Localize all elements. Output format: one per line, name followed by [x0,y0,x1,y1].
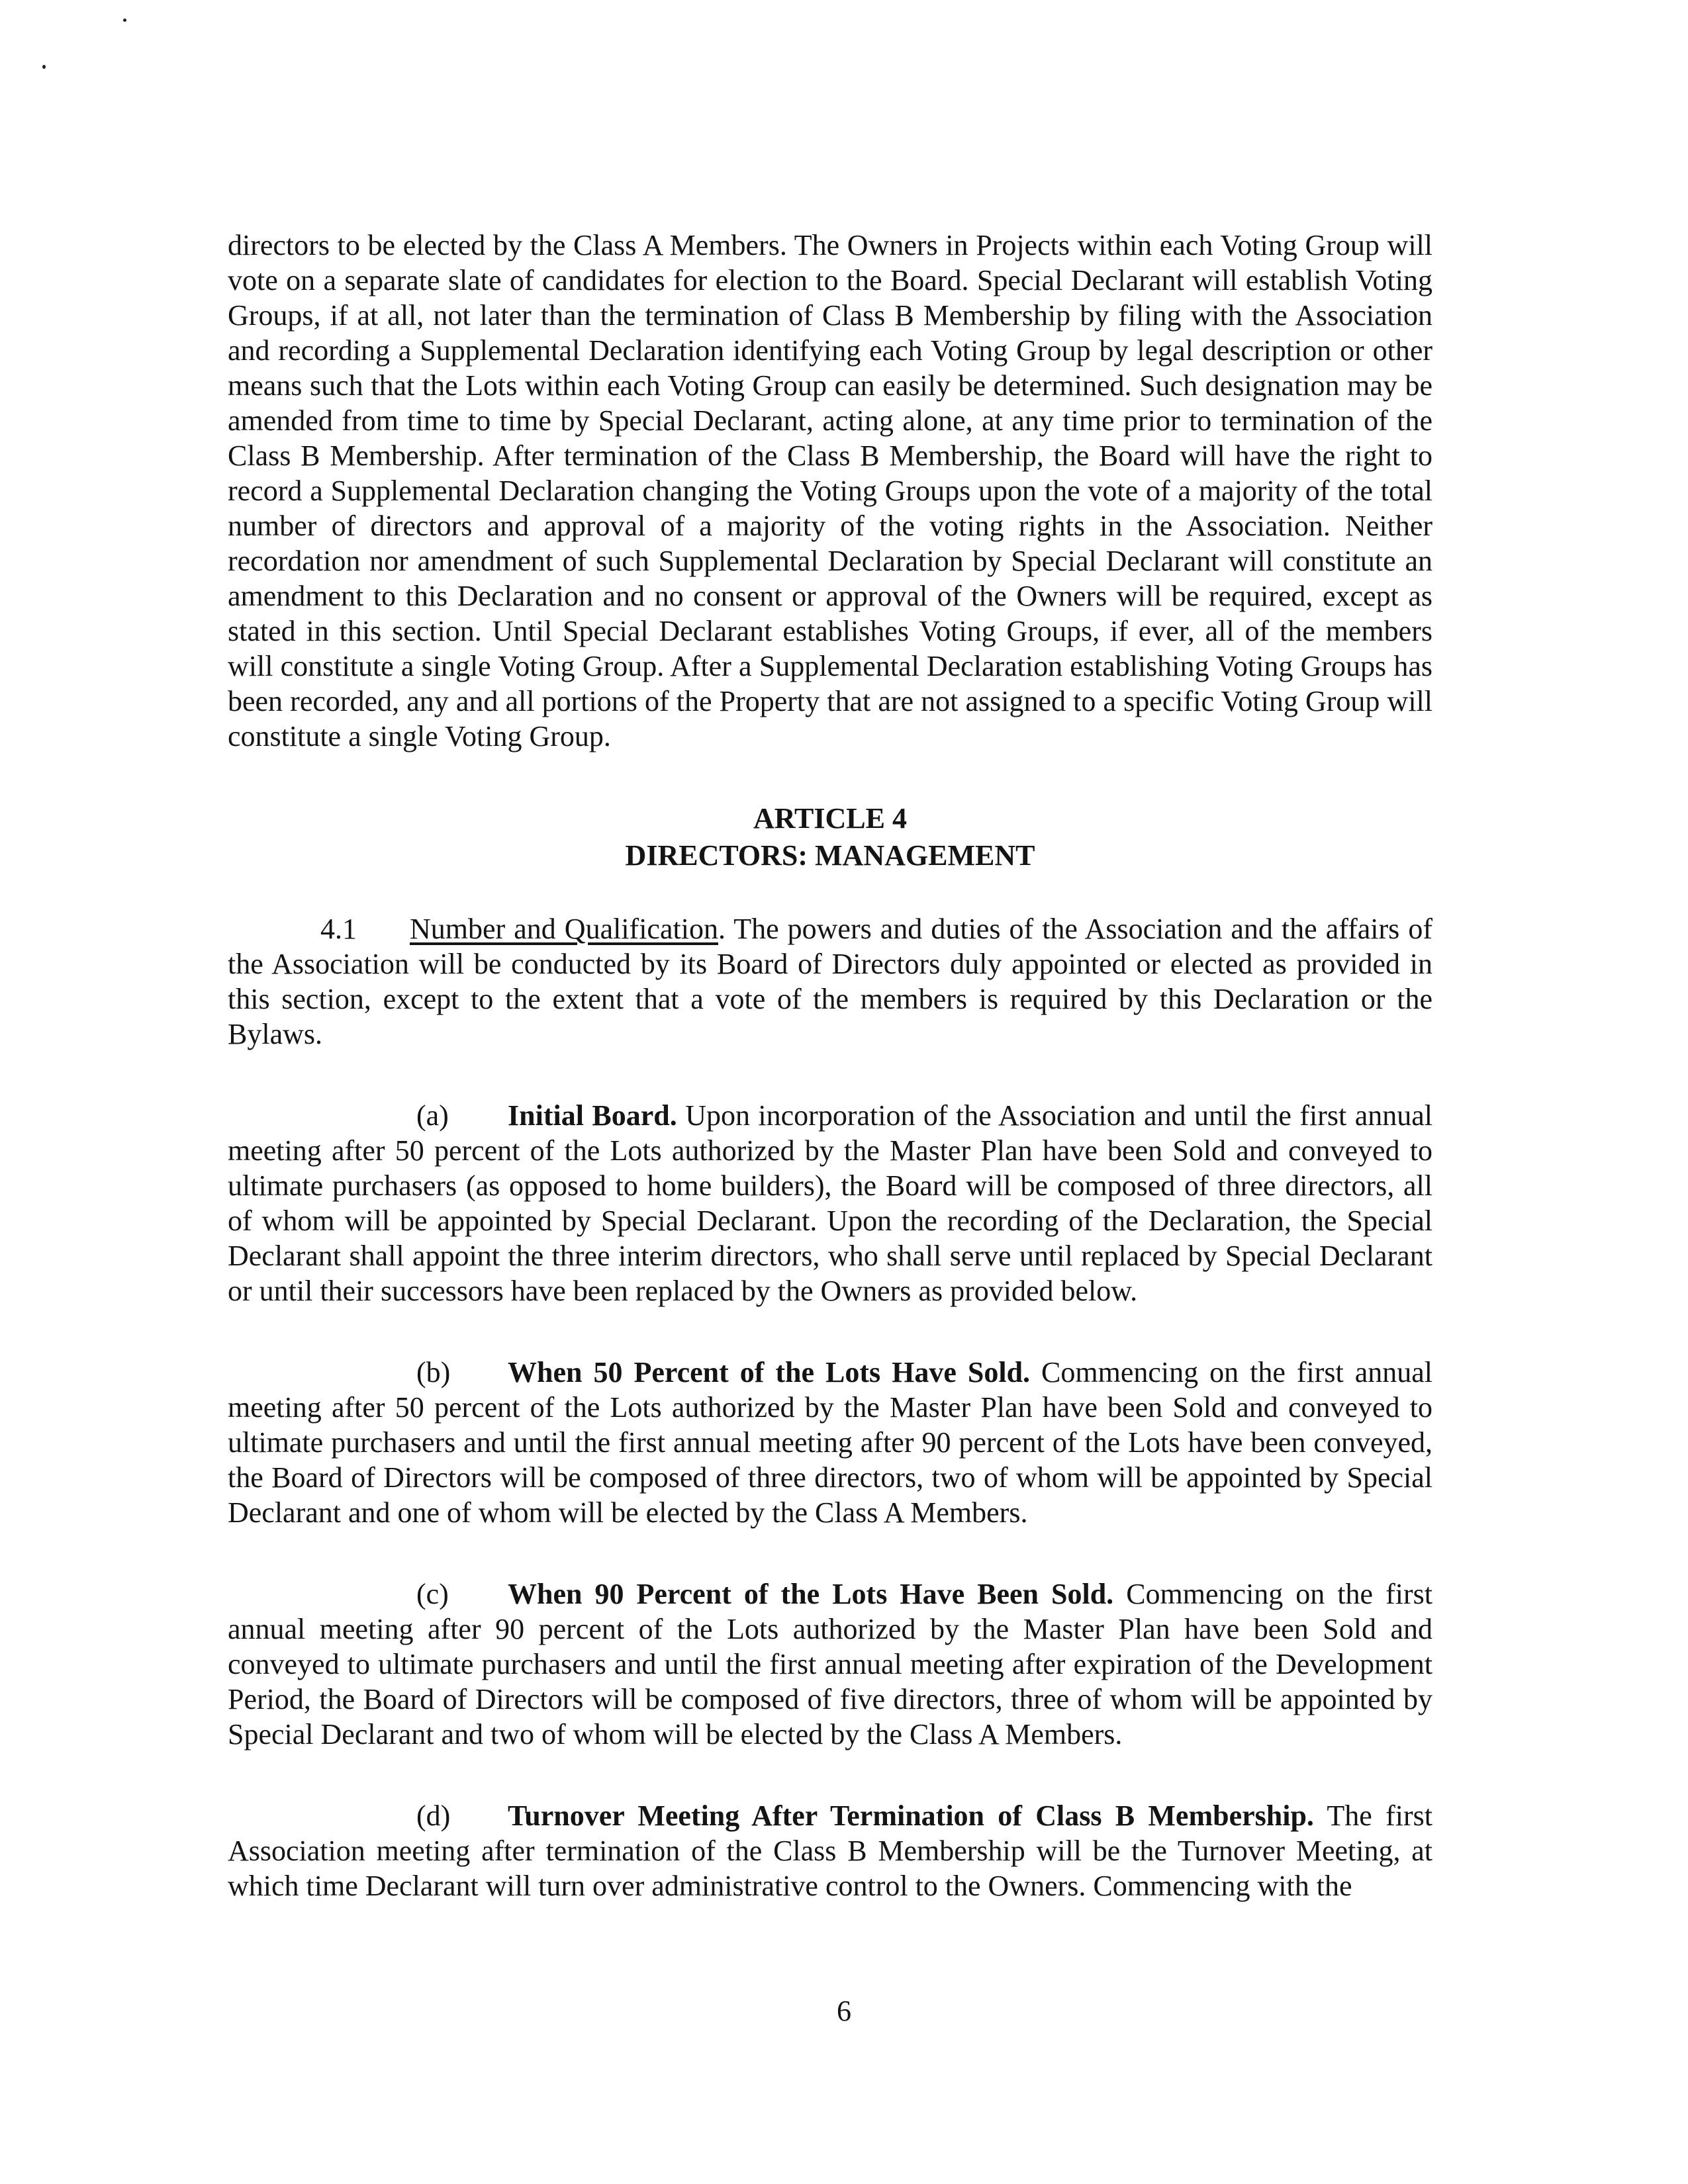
scan-speck [123,19,126,22]
section-caption: Number and Qualification [410,913,718,945]
subsection-c [228,1576,1432,1752]
subsection-caption: Turnover Meeting After Termination of Class B Membership. [508,1799,1314,1832]
subsection-a [228,1098,1432,1308]
intro-paragraph: directors to be elected by the Class A Members. The Owners in Projects within each Voting Group will vote on a separate slate of candidates for election to the Board. Special Declarant will establish Voting Groups, if at all, not later than the termination of Class B Membership by filing with the Association and recording a Supplemental Declaration identifying each Voting Group by legal description or other means such that the Lots within each Voting Group can easily be determined. Such designation may be amended from time to time by Special Declarant, acting alone, at any time prior to termination of the Class B Membership. After termination of the Class B Membership, the Board will have the right to record a Supplemental Declaration changing the Voting Groups upon the vote of a majority of the total number of directors and approval of a majority of the voting rights in the Association. Neither recordation nor amendment of such Supplemental Declaration by Special Declarant will constitute an amendment to this Declaration and no consent or approval of the Owners will be required, except as stated in this section. Until Special Declarant establishes Voting Groups, if ever, all of the members will constitute a single Voting Group. After a Supplemental Declaration establishing Voting Groups has been recorded, any and all portions of the Property that are not assigned to a specific Voting Group will constitute a single Voting Group. [228,229,1432,752]
article-title: DIRECTORS: MANAGEMENT [625,839,1035,872]
section-4-1 [228,911,1432,1052]
subsection-label: (d) [416,1799,451,1832]
page-number: 6 [837,1995,851,2027]
subsection-text: Commencing on the first annual meeting after 90 percent of the Lots authorized by the Master Plan have been Sold and conveyed to ultimate purchasers and until the first annual meeting after expiration of the Development Period, the Board of Directors will be composed of five directors, three of whom will be appointed by Special Declarant and two of whom will be elected by the Class A Members. [228,1578,1432,1751]
document-body [228,228,1432,1903]
subsection-text: Upon incorporation of the Association and until the first annual meeting after 50 percent of the Lots authorized by the Master Plan have been Sold and conveyed to ultimate purchasers (as opposed to home builders), the Board will be composed of three directors, all of whom will be appointed by Special Declarant. Upon the recording of the Declaration, the Special Declarant shall appoint the three interim directors, who shall serve until replaced by Special Declarant or until their successors have been replaced by the Owners as provided below. [228,1099,1432,1307]
article-heading [228,800,1432,874]
subsection-b [228,1355,1432,1530]
section-text: . The powers and duties of the Association and the affairs of the Association will be conducted by its Board of Directors duly appointed or elected as provided in this section, except to the extent that a vote of the members is required by this Declaration or the Bylaws. [228,913,1433,1050]
section-number: 4.1 [320,913,357,945]
scan-speck [42,65,46,69]
subsection-caption: Initial Board. [508,1099,677,1132]
article-number: ARTICLE 4 [753,802,907,835]
subsection-caption: When 50 Percent of the Lots Have Sold. [508,1356,1031,1388]
subsection-text: The first Association meeting after termination of the Class B Membership will be the Turnover Meeting, at which time Declarant will turn over administrative control to the Owners. Commencing with the [228,1799,1432,1902]
subsection-label: (c) [416,1578,449,1610]
subsection-text: Commencing on the first annual meeting after 50 percent of the Lots authorized by the Master Plan have been Sold and conveyed to ultimate purchasers and until the first annual meeting after 90 percent of the Lots have been conveyed, the Board of Directors will be composed of three directors, two of whom will be appointed by Special Declarant and one of whom will be elected by the Class A Members. [228,1356,1432,1529]
subsection-label: (a) [416,1099,449,1132]
subsection-label: (b) [416,1356,451,1388]
subsection-caption: When 90 Percent of the Lots Have Been Sold. [508,1578,1114,1610]
subsection-d [228,1798,1432,1903]
